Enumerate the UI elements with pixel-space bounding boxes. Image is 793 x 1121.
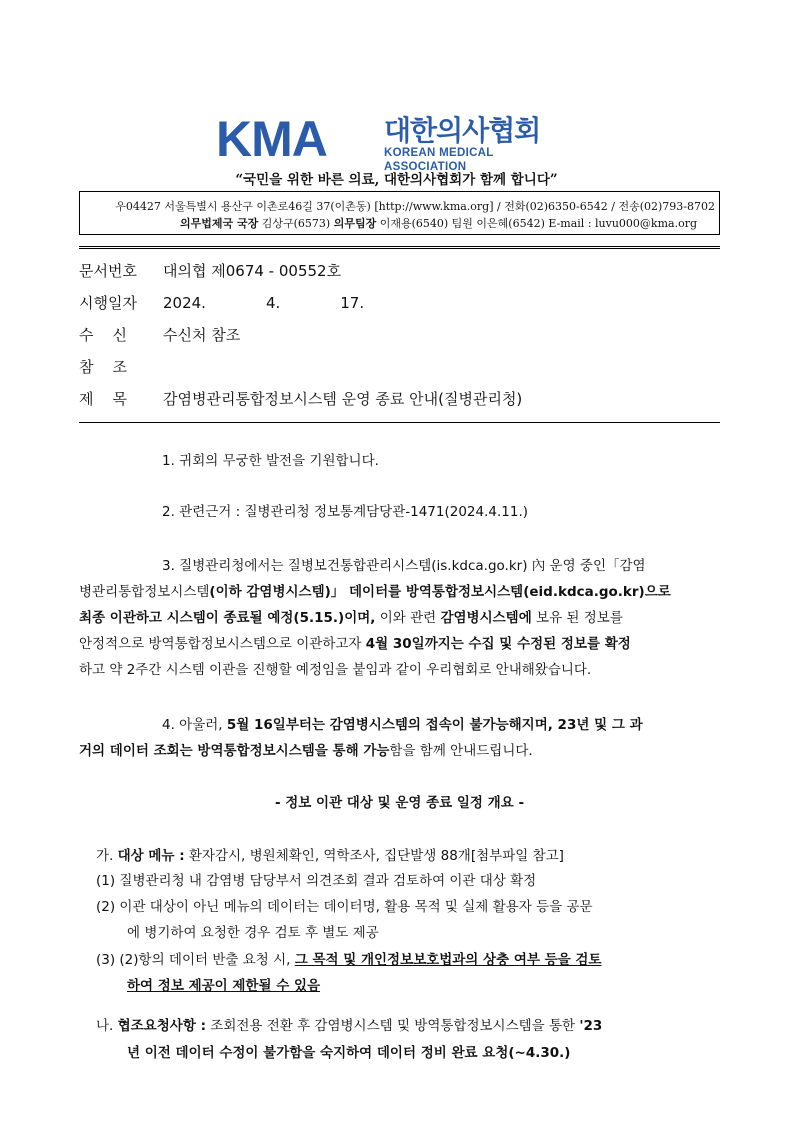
item-3-bold: 하여 정보 제공이 제한될 수 있음 <box>127 978 321 994</box>
recipient-row <box>79 326 240 344</box>
p4-text: 함을 함께 안내드립니다. <box>389 743 533 759</box>
paragraph-3-line-2 <box>79 583 720 601</box>
paragraph-4-line-2 <box>79 742 720 760</box>
doc-number-label: 문서번호 <box>79 262 137 280</box>
subject-row <box>79 390 522 408</box>
subject: 감염병관리통합정보시스템 운영 종료 안내(질병관리청) <box>163 390 523 408</box>
dept1-person: 김상구(6573) <box>261 217 331 230</box>
top-divider <box>79 246 720 249</box>
contact-line <box>80 215 697 231</box>
slogan: “국민을 위한 바른 의료, 대한의사협회가 함께 합니다” <box>235 172 558 188</box>
org-name-korean: 대한의사협회 <box>384 114 541 147</box>
paragraph-2: 2. 관련근거 : 질병관리청 정보통계담당관-1471(2024.4.11.) <box>162 504 529 520</box>
kma-logo <box>216 111 576 173</box>
p4-text: 4. 아울러, <box>162 717 227 733</box>
paragraph-3-line-1: 3. 질병관리청에서는 질병보건통합관리시스템(is.kdca.go.kr) 內 운영 중인「감염 <box>162 558 646 574</box>
item-3-bold: 그 목적 및 개인정보보호법과의 상충 여부 등을 검토 <box>294 952 602 968</box>
date-month: 4. <box>265 294 281 312</box>
na-bold: 년 이전 데이터 수정이 불가함을 숙지하여 데이터 정비 완료 요청(~4.30.) <box>127 1045 571 1061</box>
dept2-person: 이재용(6540) 팀원 이은혜(6542) E-mail : luvu000@kma.org <box>379 217 697 230</box>
p3-text: 병관리통합정보시스템 <box>79 584 210 600</box>
item-3-line-1 <box>96 951 601 969</box>
date-row <box>79 294 364 312</box>
address-box <box>79 191 720 235</box>
item-na-line-2 <box>127 1044 570 1062</box>
item-na-line-1 <box>96 1017 602 1035</box>
address-line: 우04427 서울특별시 용산구 이촌로46길 37(이촌동) [http://www.kma.org] / 전화(02)6350-6542 / 전송(02)793-8702 <box>115 200 715 213</box>
item-3-text: (3) (2)항의 데이터 반출 요청 시, <box>96 952 295 968</box>
reference-row <box>79 358 163 376</box>
recipient-label: 수 신 <box>79 326 128 344</box>
p3-bold: 4월 30일까지는 수집 및 수정된 정보를 확정 <box>365 636 631 652</box>
p3-bold: 감염병시스템에 <box>440 610 532 626</box>
ga-label: 대상 메뉴 : <box>117 848 185 864</box>
item-ga <box>96 847 564 865</box>
paragraph-4-line-1 <box>79 716 793 734</box>
recipient: 수신처 참조 <box>163 326 241 344</box>
paragraph-3-line-5: 하고 약 2주간 시스템 이관을 진행할 예정임을 붙임과 같이 우리협회로 안내해왔습니다. <box>79 662 592 678</box>
paragraph-1: 1. 귀회의 무궁한 발전을 기원합니다. <box>162 453 379 469</box>
dept1-label: 의무법제국 국장 <box>180 217 259 230</box>
section-title: - 정보 이관 대상 및 운영 종료 일정 개요 - <box>274 795 525 811</box>
item-2-line-1: (2) 이관 대상이 아닌 메뉴의 데이터는 데이터명, 활용 목적 및 실제 활용자 등을 공문 <box>96 899 593 915</box>
paragraph-3-line-3 <box>79 609 720 627</box>
meta-divider <box>79 422 720 423</box>
p4-bold: 거의 데이터 조회는 방역통합정보시스템을 통해 가능 <box>79 743 390 759</box>
item-2-line-2: 에 병기하여 요청한 경우 검토 후 별도 제공 <box>127 925 379 941</box>
na-text: 조회전용 전환 후 감염병시스템 및 방역통합정보시스템을 통한 <box>205 1018 580 1034</box>
paragraph-3-line-4 <box>79 635 720 653</box>
p3-text: 보유 된 정보를 <box>531 610 623 626</box>
p4-bold: 5월 16일부터는 감염병시스템의 접속이 불가능해지며, 23년 및 그 과 <box>226 717 643 733</box>
p3-bold: 최종 이관하고 시스템이 종료될 예정(5.15.)이며, <box>79 610 376 626</box>
date-label: 시행일자 <box>79 294 137 312</box>
org-name-english: KOREAN MEDICAL ASSOCIATION <box>384 147 494 173</box>
reference-label: 참 조 <box>79 358 128 376</box>
dept2-label: 의무팀장 <box>333 217 377 230</box>
ga-prefix: 가. <box>96 848 118 864</box>
doc-number: 대의협 제0674 - 00552호 <box>163 262 342 280</box>
item-3-line-2 <box>127 977 320 995</box>
p3-text: 안정적으로 방역통합정보시스템으로 이관하고자 <box>79 636 366 652</box>
na-bold: '23 <box>579 1018 603 1034</box>
na-label: 협조요청사항 : <box>117 1018 206 1034</box>
date-day: 17. <box>340 294 365 312</box>
ga-text: 환자감시, 병원체확인, 역학조사, 집단발생 88개[첨부파일 참고] <box>184 848 564 864</box>
p3-bold: (이하 감염병시스템)」 데이터를 방역통합정보시스템(eid.kdca.go.kr)으로 <box>209 584 671 600</box>
na-prefix: 나. <box>96 1018 118 1034</box>
p3-text: 이와 관련 <box>375 610 441 626</box>
doc-number-row <box>79 262 341 280</box>
logo-text: KMA <box>216 111 327 167</box>
date-year: 2024. <box>163 294 206 312</box>
subject-label: 제 목 <box>79 390 128 408</box>
item-1: (1) 질병관리청 내 감염병 담당부서 의견조회 결과 검토하여 이관 대상 확정 <box>96 873 537 889</box>
